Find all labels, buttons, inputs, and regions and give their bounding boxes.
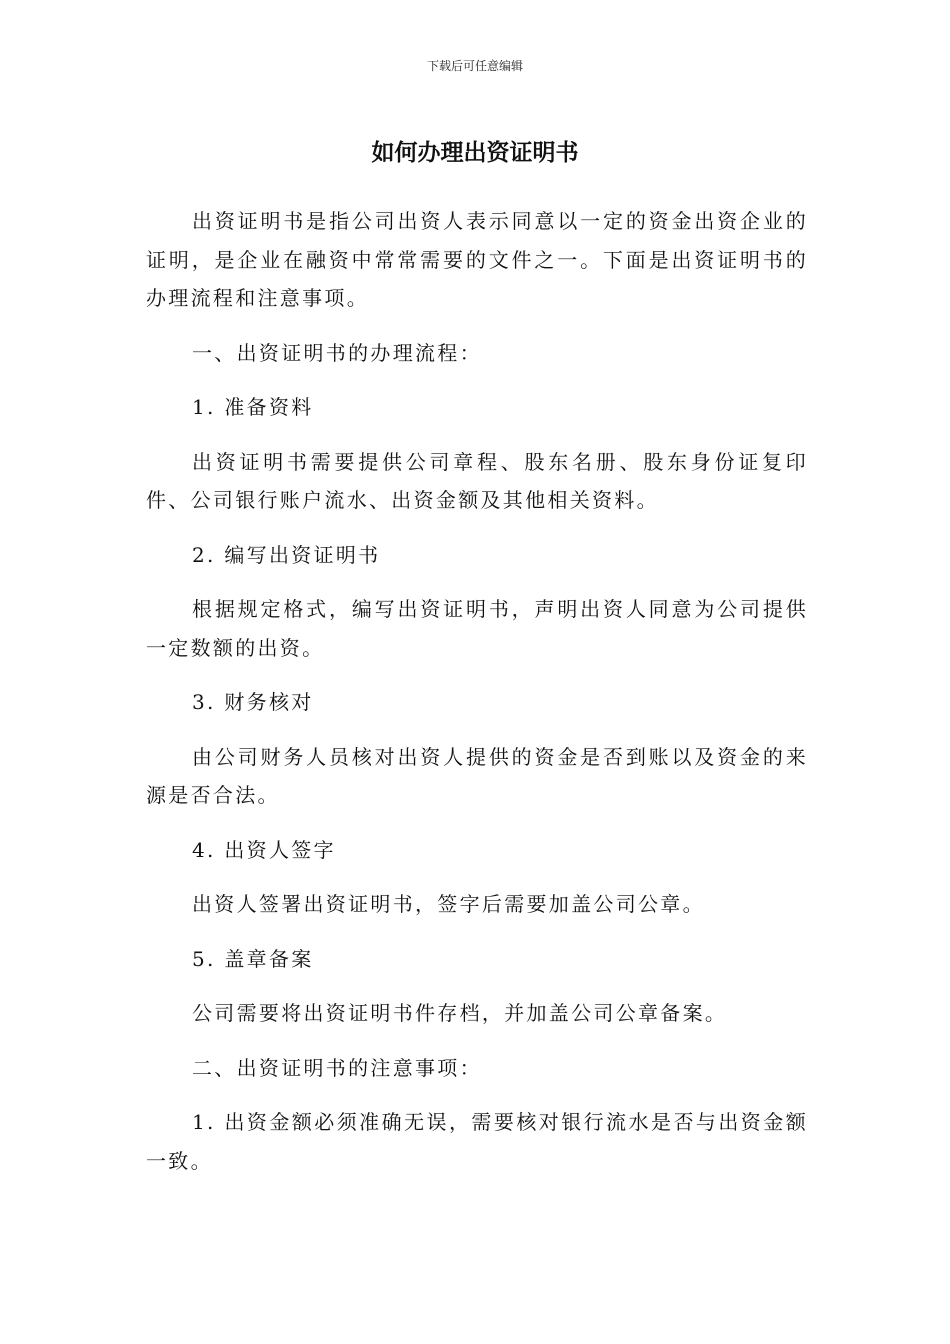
step-heading-1: 1. 准备资料: [192, 395, 314, 419]
section-heading-process: 一、出资证明书的办理流程：: [192, 340, 482, 365]
step-body-1: 出资证明书需要提供公司章程、股东名册、股东身份证复印件、公司银行账户流水、出资金额及其他相关资料。: [146, 449, 808, 512]
step-body-3: 由公司财务人员核对出资人提供的资金是否到账以及资金的来源是否合法。: [146, 744, 808, 807]
document-body: [146, 202, 808, 1180]
step-body-2: 根据规定格式，编写出资证明书，声明出资人同意为公司提供一定数额的出资。: [146, 597, 808, 660]
document-title: 如何办理出资证明书: [371, 140, 579, 166]
step-heading-4: 4. 出资人签字: [192, 837, 336, 862]
step-body-4: 出资人签署出资证明书，签字后需要加盖公司公章。: [192, 892, 705, 916]
note-item-1: 1. 出资金额必须准确无误，需要核对银行流水是否与出资金额一致。: [146, 1110, 808, 1173]
intro-paragraph: 出资证明书是指公司出资人表示同意以一定的资金出资企业的证明，是企业在融资中常常需要的文件之一。下面是出资证明书的办理流程和注意事项。: [146, 209, 808, 310]
step-heading-3: 3. 财务核对: [192, 690, 314, 714]
step-heading-2: 2. 编写出资证明书: [192, 542, 381, 567]
section-heading-notes: 二、出资证明书的注意事项：: [192, 1055, 482, 1080]
header-note: 下载后可任意编辑: [426, 59, 523, 73]
step-body-5: 公司需要将出资证明书件存档，并加盖公司公章备案。: [192, 1001, 728, 1025]
step-heading-5: 5. 盖章备案: [192, 946, 314, 971]
